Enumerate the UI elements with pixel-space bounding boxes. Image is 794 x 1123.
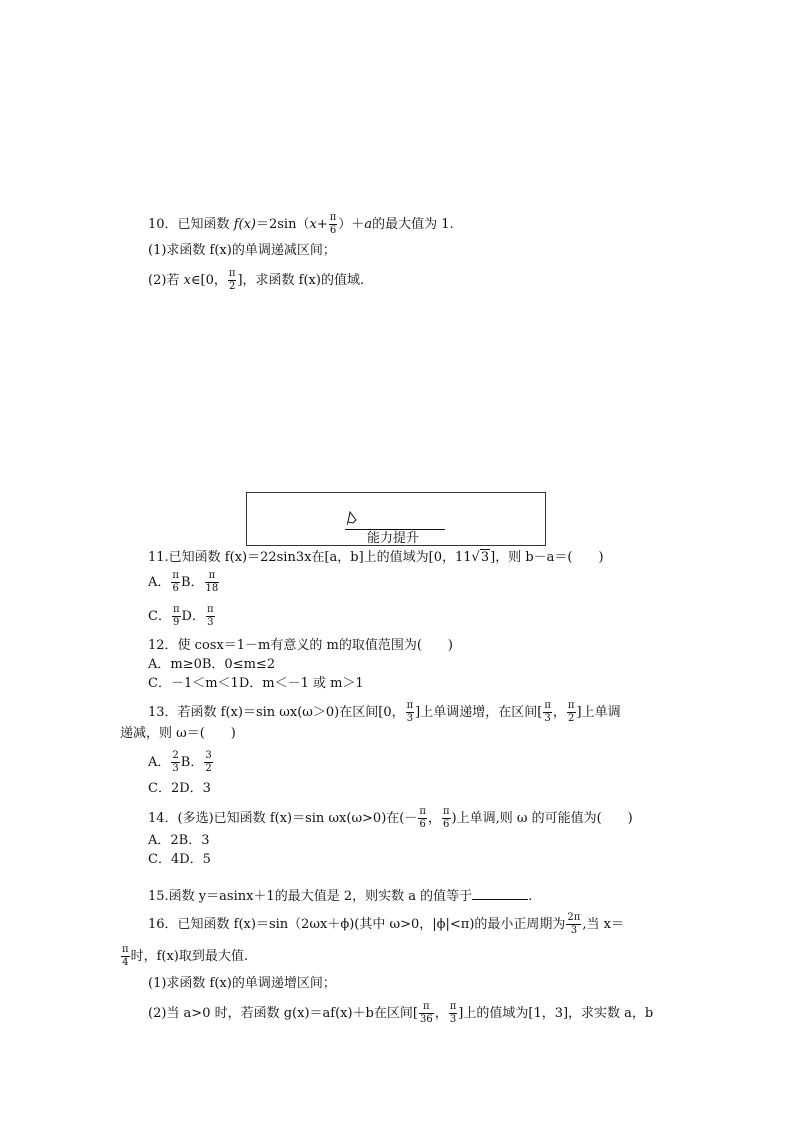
section-header-box — [246, 492, 546, 546]
section-title: 能力提升 — [367, 531, 420, 546]
q13-optA-frac: $\frac{2}{3}$ — [172, 750, 179, 774]
q11-optA-frac: $\frac{\pi}{6}$ — [172, 570, 179, 594]
q10-part2: (2)若 x∈[0， $\frac{\pi}{2}$ ]，求函数 f(x)的值域. — [148, 268, 365, 292]
q13-optB-frac: $\frac{3}{2}$ — [205, 750, 212, 774]
q13-frac1: $\frac{\pi}{3}$ — [406, 700, 414, 724]
q16-frac1: $\frac{2\pi}{3}$ — [567, 912, 581, 936]
q13-options-ab: A． $\frac{2}{3}$ B． $\frac{3}{2}$ — [148, 750, 212, 774]
q13-stem: 13．若函数 f(x)＝sin ωx(ω＞0)在区间[0， $\frac{\pi}{3}$ ]上单调递增，在区间[ $\frac{\pi}{3}$ ， $\frac{\pi}{2}$ ]上单调 — [148, 700, 621, 724]
q15-stem: 15.函数 y＝asinx＋1的最大值是 2，则实数 a 的值等于 . — [148, 889, 533, 904]
q11-optD-frac: $\frac{\pi}{3}$ — [206, 604, 214, 628]
q12-options-cd: C．－1＜m＜1D．m＜－1 或 m＞1 — [148, 676, 364, 691]
q10-fraction: $\frac{\pi}{6}$ — [329, 212, 337, 236]
q10-stem: 10．已知函数 f(x)＝2sin（x+ $\frac{\pi}{6}$ ）＋a的最大值为 1. — [148, 212, 454, 236]
q10-part1: (1)求函数 f(x)的单调递减区间； — [148, 243, 336, 258]
pen-icon — [347, 511, 359, 525]
q14-options-cd: C．4D．5 — [148, 852, 211, 867]
q11-optB-frac: $\frac{\pi}{18}$ — [205, 570, 219, 594]
q16-stem-line2: $\frac{\pi}{4}$ 时，f(x)取到最大值. — [122, 944, 248, 968]
q13-frac3: $\frac{\pi}{2}$ — [567, 700, 575, 724]
q16-stem: 16．已知函数 f(x)＝sin（2ωx＋ϕ)(其中 ω>0，|ϕ|<π)的最小正周期为 $\frac{2\pi}{3}$ ,当 x＝ — [148, 912, 624, 936]
q11-options-ab: A． $\frac{\pi}{6}$ B． $\frac{\pi}{18}$ — [148, 570, 219, 594]
answer-blank[interactable] — [472, 887, 528, 900]
q11-options-cd: C． $\frac{\pi}{9}$ D． $\frac{\pi}{3}$ — [148, 604, 214, 628]
q14-stem: 14．(多选)已知函数 f(x)＝sin ωx(ω>0)在(－ $\frac{\pi}{6}$ ， $\frac{\pi}{6}$ )上单调,则 ω 的可能值为( ) — [148, 806, 633, 830]
q14-frac1: $\frac{\pi}{6}$ — [419, 806, 426, 830]
q13-frac2: $\frac{\pi}{3}$ — [544, 700, 551, 724]
sqrt-symbol: √3 — [471, 550, 490, 565]
q12-stem: 12．使 cosx＝1－m有意义的 m的取值范围为( ) — [148, 638, 453, 653]
q16-frac4: $\frac{\pi}{3}$ — [449, 1001, 457, 1025]
q13-stem-line2: 递减，则 ω＝( ) — [120, 726, 236, 741]
q16-frac2: $\frac{\pi}{4}$ — [122, 944, 129, 968]
q14-frac2: $\frac{\pi}{6}$ — [442, 806, 450, 830]
q16-frac3: $\frac{\pi}{36}$ — [419, 1001, 433, 1025]
q10-part2-fraction: $\frac{\pi}{2}$ — [228, 268, 236, 292]
q12-options-ab: A．m≥0B．0≤m≤2 — [148, 657, 276, 672]
q13-options-cd: C．2D．3 — [148, 781, 211, 796]
q11-optC-frac: $\frac{\pi}{9}$ — [172, 604, 180, 628]
q14-options-ab: A．2B．3 — [148, 833, 210, 848]
q16-part2: (2)当 a>0 时，若函数 g(x)＝af(x)＋b在区间[ $\frac{\pi}{36}$ ， $\frac{\pi}{3}$ ]上的值域为[1，3]，求实数 a，b — [148, 1001, 654, 1025]
q11-stem: 11.已知函数 f(x)＝22sin3x在[a，b]上的值域为[0，11√3]，则 b－a＝( ) — [148, 550, 604, 565]
q16-part1: (1)求函数 f(x)的单调递增区间； — [148, 976, 336, 991]
